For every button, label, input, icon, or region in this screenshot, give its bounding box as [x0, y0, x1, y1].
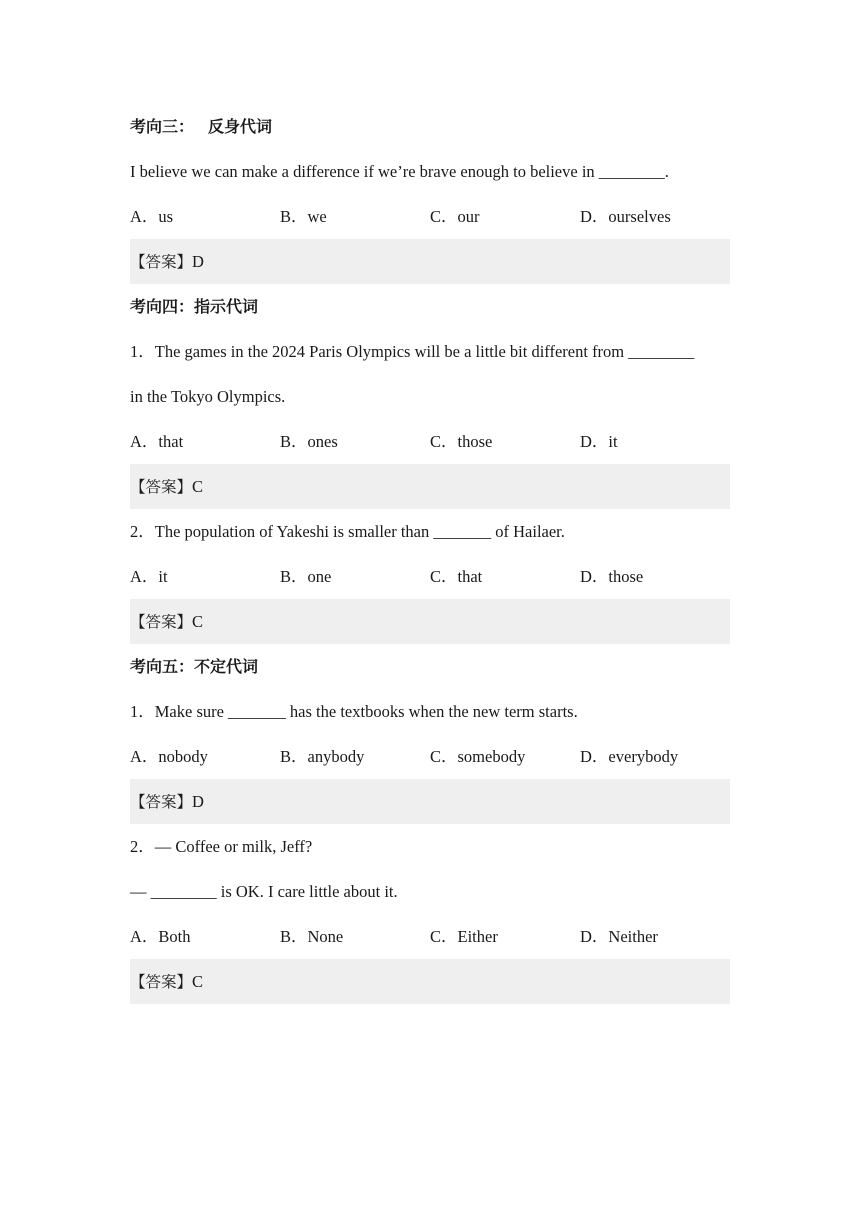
option-c — [430, 194, 580, 239]
option-text: ones — [307, 432, 338, 451]
option-row — [130, 914, 730, 959]
option-a — [130, 914, 280, 959]
question-text — [130, 689, 730, 734]
option-letter: D． — [580, 567, 609, 586]
option-letter: C． — [430, 207, 458, 226]
question-line: — Coffee or milk, Jeff? — [154, 837, 313, 856]
question-text — [130, 329, 730, 374]
question-text — [130, 509, 730, 554]
option-text: one — [307, 567, 332, 586]
section-heading-prefix: 考向五： — [130, 657, 195, 676]
answer-label: 【答案】 — [130, 478, 193, 496]
answer-label: 【答案】 — [130, 613, 193, 631]
option-letter: D． — [580, 432, 609, 451]
option-row — [130, 194, 730, 239]
option-b — [280, 914, 430, 959]
option-c — [430, 734, 580, 779]
option-d — [580, 554, 730, 599]
option-d — [580, 194, 730, 239]
option-c — [430, 419, 580, 464]
option-letter: A． — [130, 747, 159, 766]
option-text: everybody — [608, 747, 679, 766]
question-line: The games in the 2024 Paris Olympics will be a little bit different from ________ — [154, 342, 695, 361]
option-letter: C． — [430, 747, 458, 766]
option-a — [130, 419, 280, 464]
option-letter: B． — [280, 747, 308, 766]
answer-value: D — [192, 252, 204, 271]
section-heading-indefinite — [130, 644, 730, 689]
option-text: ourselves — [608, 207, 671, 226]
option-letter: D． — [580, 207, 609, 226]
answer-value: C — [192, 612, 204, 631]
option-letter: B． — [280, 432, 308, 451]
answer-label: 【答案】 — [130, 253, 193, 271]
option-c — [430, 554, 580, 599]
section-heading-title: 指示代词 — [194, 297, 259, 316]
option-d — [580, 914, 730, 959]
worksheet-page — [130, 104, 730, 1004]
option-d — [580, 419, 730, 464]
option-text: those — [457, 432, 493, 451]
option-row — [130, 734, 730, 779]
option-letter: C． — [430, 927, 458, 946]
option-letter: B． — [280, 207, 308, 226]
option-b — [280, 419, 430, 464]
option-text: anybody — [307, 747, 365, 766]
question-text-continued: — ________ is OK. I care little about it. — [130, 882, 398, 901]
option-text: nobody — [158, 747, 208, 766]
option-text: we — [307, 207, 327, 226]
option-text: it — [608, 432, 618, 451]
option-text: it — [158, 567, 168, 586]
section-heading-reflexive — [130, 104, 730, 149]
option-letter: C． — [430, 432, 458, 451]
option-text: those — [608, 567, 644, 586]
answer-box — [130, 464, 730, 509]
option-letter: A． — [130, 207, 159, 226]
section-heading-prefix: 考向三： — [130, 117, 195, 136]
option-text: None — [307, 927, 344, 946]
option-b — [280, 734, 430, 779]
option-b — [280, 554, 430, 599]
option-c — [430, 914, 580, 959]
option-b — [280, 194, 430, 239]
option-letter: B． — [280, 927, 308, 946]
question-line: Make sure _______ has the textbooks when the new term starts. — [154, 702, 578, 721]
option-text: somebody — [457, 747, 526, 766]
option-text: our — [457, 207, 480, 226]
option-a — [130, 194, 280, 239]
question-text — [130, 824, 730, 869]
section-heading-title: 反身代词 — [208, 117, 273, 136]
question-number: 2． — [130, 522, 155, 541]
option-d — [580, 734, 730, 779]
answer-label: 【答案】 — [130, 793, 193, 811]
answer-box — [130, 599, 730, 644]
option-text: us — [158, 207, 174, 226]
option-a — [130, 734, 280, 779]
option-letter: A． — [130, 927, 159, 946]
answer-value: C — [192, 972, 204, 991]
option-text: Both — [158, 927, 191, 946]
question-text: I believe we can make a difference if we’re brave enough to believe in ________. — [130, 162, 669, 181]
option-letter: A． — [130, 567, 159, 586]
question-number: 1． — [130, 702, 155, 721]
question-text-continued: in the Tokyo Olympics. — [130, 387, 286, 406]
section-heading-prefix: 考向四： — [130, 297, 195, 316]
option-row — [130, 419, 730, 464]
answer-value: D — [192, 792, 204, 811]
answer-box — [130, 959, 730, 1004]
option-letter: D． — [580, 747, 609, 766]
option-letter: D． — [580, 927, 609, 946]
section-heading-demonstrative — [130, 284, 730, 329]
answer-value: C — [192, 477, 204, 496]
option-a — [130, 554, 280, 599]
question-number: 2． — [130, 837, 155, 856]
option-text: Neither — [608, 927, 658, 946]
answer-box — [130, 239, 730, 284]
answer-box — [130, 779, 730, 824]
section-heading-title: 不定代词 — [194, 657, 259, 676]
option-text: that — [158, 432, 184, 451]
option-text: Either — [457, 927, 498, 946]
option-row — [130, 554, 730, 599]
option-letter: C． — [430, 567, 458, 586]
option-letter: A． — [130, 432, 159, 451]
option-letter: B． — [280, 567, 308, 586]
option-text: that — [457, 567, 483, 586]
answer-label: 【答案】 — [130, 973, 193, 991]
question-number: 1． — [130, 342, 155, 361]
question-line: The population of Yakeshi is smaller than _______ of Hailaer. — [154, 522, 565, 541]
